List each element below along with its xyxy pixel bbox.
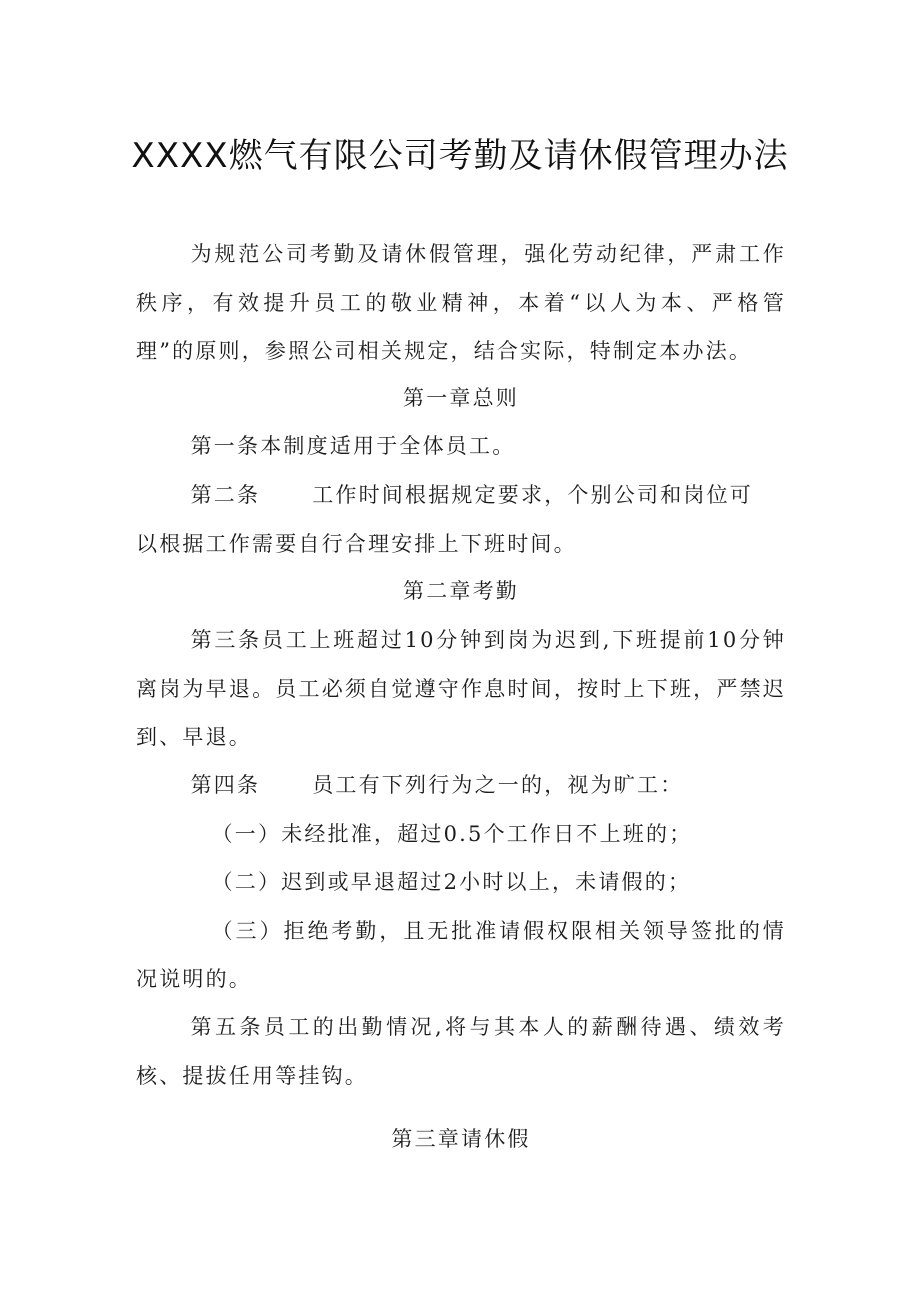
article-1-block	[136, 422, 786, 471]
article-2-body-line-2: 以根据工作需要自行合理安排上下班时间。	[136, 531, 577, 556]
intro-paragraph	[136, 230, 786, 376]
article-5: 第五条员工的出勤情况,将与其本人的薪酬待遇、绩效考核、提拔任用等挂钩。	[136, 1015, 786, 1088]
article-4-item-1: （一）未经批准，超过0.5个工作日不上班的；	[211, 821, 693, 846]
chapter-2-heading: 第二章考勤	[403, 579, 519, 603]
article-2-line-1	[136, 471, 786, 520]
article-2-block	[136, 471, 786, 568]
article-4-head: 第四条	[190, 773, 261, 797]
article-5-block	[136, 1003, 786, 1100]
article-2-head: 第二条	[190, 483, 261, 507]
article-4-block	[136, 761, 786, 1004]
article-4-line	[136, 761, 786, 810]
document-title: XXXX燃气有限公司考勤及请休假管理办法	[131, 136, 789, 176]
article-4-item-2: （二）迟到或早退超过2小时以上，未请假的；	[211, 870, 692, 894]
chapter-1-heading-block	[136, 374, 786, 423]
article-4-body: 员工有下列行为之一的，视为旷工：	[312, 773, 684, 797]
intro-text: 为规范公司考勤及请休假管理，强化劳动纪律，严肃工作秩序，有效提升员工的敬业精神，本着“以人为本、严格管理”的原则，参照公司相关规定，结合实际，特制定本办法。	[136, 242, 786, 363]
chapter-2-heading-block	[136, 567, 786, 616]
chapter-3-heading: 第三章请休假	[391, 1127, 531, 1151]
chapter-1-heading: 第一章总则	[403, 386, 519, 410]
chapter-3-heading-block	[136, 1115, 786, 1164]
article-3: 第三条员工上班超过10分钟到岗为迟到,下班提前10分钟离岗为早退。员工必须自觉遵守作息时间，按时上下班，严禁迟到、早退。	[136, 628, 786, 749]
article-2-body-line-1: 工作时间根据规定要求，个别公司和岗位可	[312, 483, 754, 507]
article-3-block	[136, 616, 786, 762]
article-4-item-3: （三）拒绝考勤，且无批准请假权限相关领导签批的情况说明的。	[136, 918, 786, 991]
article-1: 第一条本制度适用于全体员工。	[190, 434, 516, 458]
